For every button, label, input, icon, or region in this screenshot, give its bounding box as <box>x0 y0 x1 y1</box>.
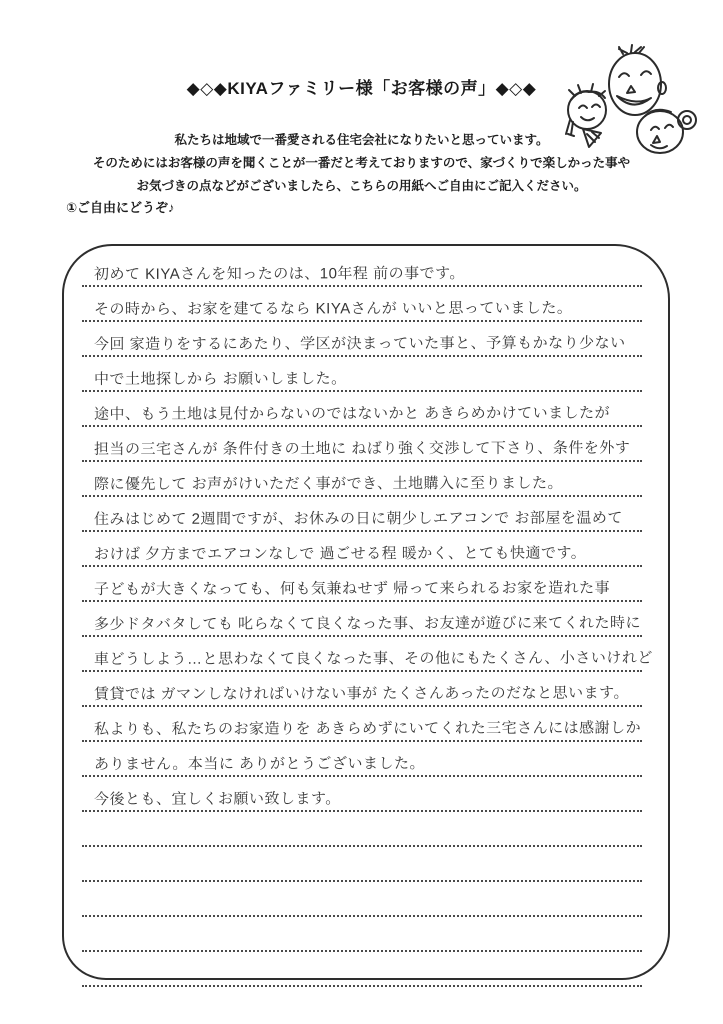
ruled-line <box>82 497 642 532</box>
handwritten-line: 子どもが大きくなっても、何も気兼ねせず 帰って来られるお家を造れた事 <box>93 579 611 598</box>
intro-line-2: そのためにはお客様の声を聞くことが一番だと考えておりますので、家づくりで楽しかった事や <box>92 156 631 170</box>
intro-paragraph <box>0 129 723 198</box>
handwritten-line: 車どうしよう…と思わなくて良くなった事、その他にもたくさん、小さいけれど <box>93 649 653 668</box>
handwritten-line: 担当の三宅さんが 条件付きの土地に ねばり強く交渉して下さり、条件を外す <box>93 439 631 458</box>
intro-line-3: お気づきの点などがございましたら、こちらの用紙へご自由にご記入ください。 <box>136 179 587 193</box>
ruled-line-empty <box>82 812 642 847</box>
ruled-line <box>82 707 642 742</box>
handwritten-response-box <box>62 244 670 980</box>
ruled-line-empty <box>82 847 642 882</box>
handwritten-line: 今回 家造りをするにあたり、学区が決まっていた事と、予算もかなり少ない <box>93 334 626 353</box>
ruled-line <box>82 392 642 427</box>
handwritten-line: おけば 夕方までエアコンなしで 過ごせる程 暖かく、とても快適です。 <box>93 544 587 563</box>
handwritten-line: 初めて KIYAさんを知ったのは、10年程 前の事です。 <box>93 265 465 283</box>
ruled-line <box>82 777 642 812</box>
handwritten-line: 多少ドタバタしても 叱らなくて良くなった事、お友達が遊びに来てくれた時に <box>93 614 642 633</box>
handwritten-line: ありません。本当に ありがとうございました。 <box>93 755 426 773</box>
handwritten-line: 際に優先して お声がけいただく事ができ、土地購入に至りました。 <box>93 474 564 493</box>
ruled-line-empty <box>82 917 642 952</box>
ruled-line <box>82 567 642 602</box>
handwritten-line: 途中、もう土地は見付からないのではないかと あきらめかけていましたが <box>93 404 611 423</box>
handwritten-line: 賃貸では ガマンしなければいけない事が たくさんあったのだなと思います。 <box>93 684 629 703</box>
handwritten-line: 住みはじめて 2週間ですが、お休みの日に朝少しエアコンで お部屋を温めて <box>93 509 623 528</box>
ruled-line <box>82 602 642 637</box>
handwritten-line: その時から、お家を建てるなら KIYAさんが いいと思っていました。 <box>93 299 573 318</box>
ruled-line <box>82 637 653 672</box>
handwritten-line: 私よりも、私たちのお家造りを あきらめずにいてくれた三宅さんには感謝しか <box>93 719 642 738</box>
ruled-line <box>82 672 642 707</box>
intro-line-1: 私たちは地域で一番愛される住宅会社になりたいと思っています。 <box>174 133 549 147</box>
ruled-line <box>82 287 642 322</box>
ruled-line <box>82 532 642 567</box>
ruled-line <box>82 742 642 777</box>
page-title: ◆◇◆KIYAファミリー様「お客様の声」◆◇◆ <box>186 79 537 98</box>
ruled-line <box>82 462 642 497</box>
ruled-lines-area <box>82 252 653 987</box>
ruled-line <box>82 252 642 287</box>
ruled-line-empty <box>82 952 642 987</box>
ruled-line <box>82 357 642 392</box>
free-comment-prompt-label: ①ご自由にどうぞ♪ <box>66 200 175 215</box>
handwritten-line: 今後とも、宜しくお願い致します。 <box>93 790 341 808</box>
ruled-line <box>82 427 642 462</box>
ruled-line <box>82 322 642 357</box>
ruled-line-empty <box>82 882 642 917</box>
handwritten-line: 中で土地探しから お願いしました。 <box>93 370 347 388</box>
